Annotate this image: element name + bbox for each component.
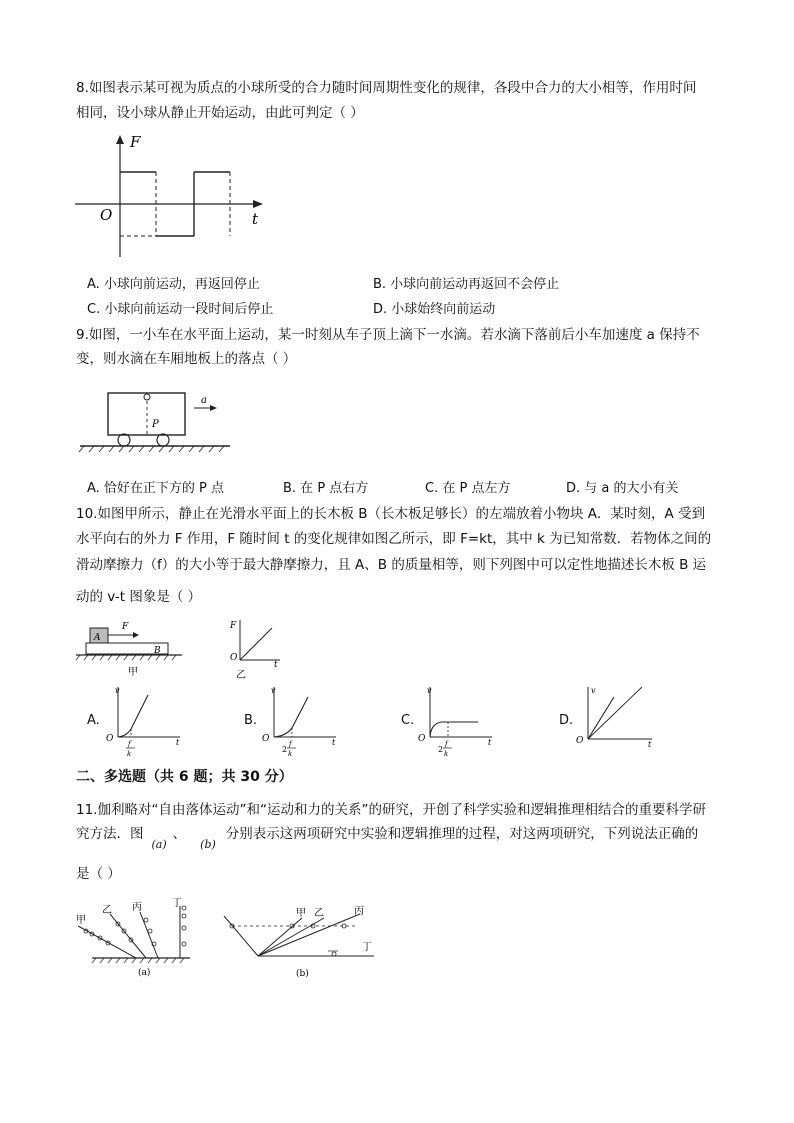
q10-d-line-shallow	[588, 687, 642, 739]
section-2-title: 二、多选题（共 6 题；共 30 分）	[76, 769, 293, 785]
q10-option-d-graph[interactable]	[570, 683, 660, 759]
q11-fig-ref-b: (b)	[200, 838, 216, 851]
q10-force-label: F	[122, 622, 129, 632]
q9-wheel-right	[157, 434, 169, 446]
q10-a-mark-den: k	[127, 750, 132, 758]
q8-y-label: F	[130, 133, 141, 151]
q10-option-a-letter[interactable]: A.	[87, 713, 100, 728]
q10-b-t-label: t	[332, 738, 336, 747]
q10-yi-line	[240, 628, 272, 660]
q11-b-caption: (b)	[296, 969, 309, 979]
q10-board-b-label: B	[154, 646, 161, 656]
q9-drop	[144, 394, 150, 400]
q8-x-label: t	[252, 210, 259, 228]
q8-stem-line1: 8.如图表示某可视为质点的小球所受的合力随时间周期性变化的规律，各段中合力的大小相等，作用时间	[76, 80, 697, 96]
q10-a-v-label: v	[115, 686, 120, 695]
q10-yi-x-label: t	[274, 660, 278, 670]
q11-b-left-slope	[224, 916, 258, 956]
q10-ground-hatch	[76, 655, 176, 660]
q11-a-label-yi: 乙	[102, 905, 112, 916]
q9-option-c[interactable]: C. 在 P 点左方	[425, 481, 511, 496]
q8-option-c[interactable]: C. 小球向前运动一段时间后停止	[87, 302, 274, 317]
q9-stem-line1: 9.如图，一小车在水平面上运动，某一时刻从车子顶上滴下一水滴。若水滴下落前后小车加速度 a 保持不	[76, 327, 700, 343]
q10-stem-line2: 水平向右的外力 F 作用，F 随时间 t 的变化规律如图乙所示，即 F=kt，其中 k 为已知常数．若物体之间的	[76, 531, 712, 547]
q10-c-mark-num: f	[445, 740, 448, 748]
q10-block-a-label: A	[94, 633, 101, 643]
q10-option-a-graph[interactable]	[100, 683, 186, 759]
q10-c-origin: O	[418, 734, 426, 744]
q10-d-t-label: t	[648, 740, 652, 749]
q10-a-origin: O	[106, 734, 114, 744]
q10-option-d-letter[interactable]: D.	[559, 713, 574, 728]
q10-option-b-graph[interactable]	[256, 683, 342, 759]
q11-a-label-ding: 丁	[172, 898, 182, 909]
q10-b-curve	[274, 697, 308, 737]
q11-b-slope-yi	[258, 918, 324, 956]
q10-a-mark-num: f	[128, 740, 131, 748]
q8-y-arrow	[116, 135, 124, 144]
q9-cart-figure	[70, 385, 240, 455]
q10-stem-line1: 10.如图甲所示，静止在光滑水平面上的长木板 B（长木板足够长）的左端放着小物块 A．某时刻，A 受到	[76, 506, 706, 522]
q9-wheel-left	[118, 434, 130, 446]
q10-yi-origin: O	[230, 653, 238, 663]
q11-line2-pre: 究方法．图	[76, 826, 144, 842]
q11-b-slope-bing	[258, 914, 360, 956]
q9-accel-label: a	[201, 395, 207, 406]
q9-ground-hatch	[79, 446, 224, 452]
q10-c-coef: 2	[438, 745, 444, 754]
q8-option-b[interactable]: B. 小球向前运动再返回不会停止	[373, 277, 560, 292]
q9-cart-body	[108, 393, 185, 435]
q9-option-a[interactable]: A. 恰好在正下方的 P 点	[87, 481, 225, 496]
q11-a-slope-yi	[110, 914, 146, 958]
q10-c-mark-den: k	[444, 750, 449, 758]
q10-stem-line3: 滑动摩擦力（f）的大小等于最大静摩擦力，且 A、B 的质量相等，则下列图中可以定性地描述长木板 B 运	[76, 557, 707, 573]
q10-option-c-letter[interactable]: C.	[401, 713, 415, 728]
q11-b-label-ding: 丁	[362, 942, 372, 953]
q11-b-label-yi: 乙	[314, 908, 324, 919]
q10-caption-jia: 甲	[128, 667, 138, 678]
q10-b-coef: 2	[282, 745, 288, 754]
q8-option-d[interactable]: D. 小球始终向前运动	[373, 302, 496, 317]
q10-c-v-label: v	[427, 686, 432, 695]
q8-origin-label: O	[100, 206, 113, 224]
q11-a-slope-bing	[140, 912, 158, 958]
q11-a-caption: (a)	[138, 968, 151, 978]
q10-figure-jia	[72, 616, 192, 678]
q9-option-d[interactable]: D. 与 a 的大小有关	[566, 481, 679, 496]
q11-b-label-jia: 甲	[296, 908, 306, 919]
q11-a-slope-jia	[78, 926, 136, 958]
q11-line2-post: 分别表示这两项研究中实验和逻辑推理的过程，对这两项研究，下列说法正确的	[225, 826, 699, 842]
q9-stem-line2: 变，则水滴在车厢地板上的落点（ ）	[76, 351, 297, 367]
q10-option-c-graph[interactable]	[412, 683, 498, 759]
q9-point-label: P	[152, 419, 159, 430]
q11-b-label-bing: 丙	[354, 906, 364, 917]
q11-fig-ref-a: (a)	[151, 838, 167, 851]
q11-stem-line1: 11.伽利略对“自由落体运动”和“运动和力的关系”的研究，开创了科学实验和逻辑推理相结合的重要科学研	[76, 802, 706, 818]
q10-d-origin: O	[576, 736, 584, 746]
q10-c-t-label: t	[488, 738, 492, 747]
q11-stem-line3: 是（ ）	[76, 866, 121, 882]
q11-figure-b	[218, 898, 388, 980]
q11-a-label-jia: 甲	[76, 915, 86, 926]
q10-option-b-letter[interactable]: B.	[244, 713, 258, 728]
q8-stem-line2: 相同，设小球从静止开始运动，由此可判定（ ）	[76, 105, 364, 121]
q9-option-b[interactable]: B. 在 P 点右方	[283, 481, 369, 496]
q10-b-mark-num: f	[289, 740, 292, 748]
q10-a-curve	[118, 695, 148, 737]
q10-d-v-label: v	[591, 686, 596, 695]
q11-figure-a	[72, 896, 202, 978]
q11-b-slope-jia	[258, 918, 302, 956]
q10-b-v-label: v	[271, 686, 276, 695]
q8-force-time-graph	[70, 132, 270, 262]
q10-caption-yi: 乙	[236, 670, 246, 681]
q10-a-t-label: t	[176, 738, 180, 747]
q11-a-label-bing: 丙	[132, 902, 142, 913]
q10-b-mark-den: k	[288, 750, 293, 758]
q11-line2-sep: 、	[172, 826, 187, 842]
q10-yi-y-label: F	[230, 621, 237, 631]
q10-b-origin: O	[262, 734, 270, 744]
q10-c-curve	[430, 722, 478, 737]
q8-x-arrow	[253, 200, 263, 208]
q10-figure-yi	[226, 616, 286, 682]
q8-option-a[interactable]: A. 小球向前运动，再返回停止	[87, 277, 260, 292]
q11-stem-line2	[76, 824, 699, 851]
q10-stem-line4: 动的 v-t 图象是（ ）	[76, 589, 202, 605]
